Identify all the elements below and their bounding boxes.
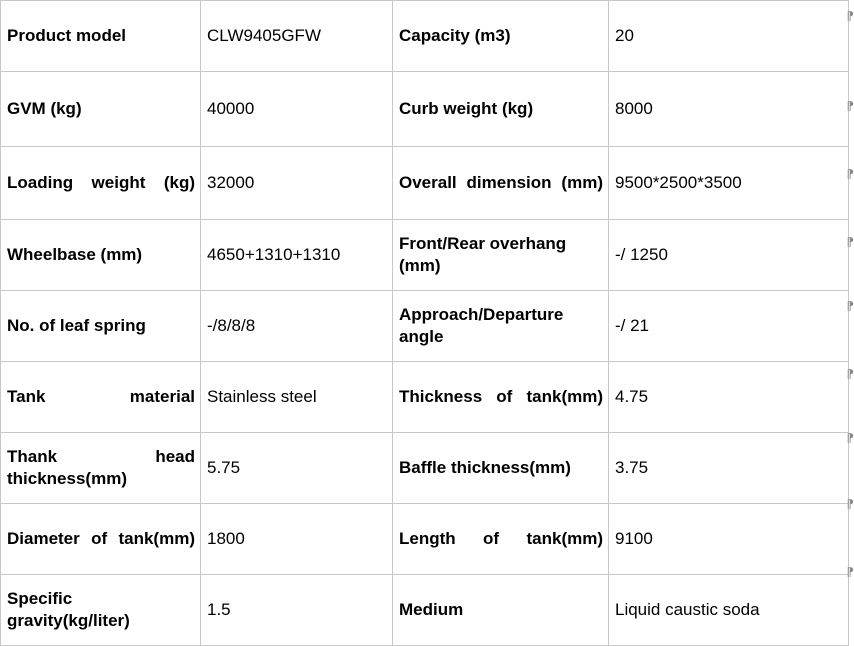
table-row	[1, 72, 849, 147]
cell-label: Approach/Departure angle	[393, 291, 609, 362]
cell-value: 5.75	[201, 433, 393, 504]
cell-label: Diameter of tank(mm)	[1, 504, 201, 575]
cell-value: -/8/8/8	[201, 291, 393, 362]
cell-value: 32000	[201, 147, 393, 220]
cell-label: Product model	[1, 1, 201, 72]
paragraph-mark: ⁋	[846, 367, 854, 381]
cell-label: Overall dimension (mm)	[393, 147, 609, 220]
table-row	[1, 147, 849, 220]
paragraph-mark: ⁋	[846, 99, 854, 113]
paragraph-mark: ⁋	[846, 497, 854, 511]
cell-label: Length of tank(mm)	[393, 504, 609, 575]
cell-value: Liquid caustic soda	[609, 575, 849, 646]
cell-value: 1800	[201, 504, 393, 575]
cell-label: Medium	[393, 575, 609, 646]
cell-label: GVM (kg)	[1, 72, 201, 147]
cell-label: Baffle thickness(mm)	[393, 433, 609, 504]
paragraph-mark: ⁋	[846, 299, 854, 313]
cell-value: 9500*2500*3500	[609, 147, 849, 220]
cell-label: Thank head thickness(mm)	[1, 433, 201, 504]
cell-label: Specific gravity(kg/liter)	[1, 575, 201, 646]
table-row	[1, 433, 849, 504]
cell-value: 3.75	[609, 433, 849, 504]
table-row	[1, 575, 849, 646]
paragraph-mark: ⁋	[846, 235, 854, 249]
cell-value: 9100	[609, 504, 849, 575]
cell-label: Thickness of tank(mm)	[393, 362, 609, 433]
cell-value: 40000	[201, 72, 393, 147]
table-row	[1, 220, 849, 291]
cell-value: 1.5	[201, 575, 393, 646]
cell-value: 4.75	[609, 362, 849, 433]
table-row	[1, 291, 849, 362]
paragraph-mark: ⁋	[846, 9, 854, 23]
cell-value: Stainless steel	[201, 362, 393, 433]
table-row	[1, 362, 849, 433]
cell-label: Capacity (m3)	[393, 1, 609, 72]
cell-value: 8000	[609, 72, 849, 147]
cell-label: Loading weight (kg)	[1, 147, 201, 220]
cell-label: No. of leaf spring	[1, 291, 201, 362]
paragraph-mark: ⁋	[846, 565, 854, 579]
paragraph-mark: ⁋	[846, 431, 854, 445]
cell-label: Wheelbase (mm)	[1, 220, 201, 291]
table-row	[1, 1, 849, 72]
cell-label: Front/Rear overhang (mm)	[393, 220, 609, 291]
cell-label: Tank material	[1, 362, 201, 433]
cell-value: -/ 1250	[609, 220, 849, 291]
table-row	[1, 504, 849, 575]
cell-value: 4650+1310+1310	[201, 220, 393, 291]
paragraph-mark: ⁋	[846, 167, 854, 181]
cell-value: -/ 21	[609, 291, 849, 362]
cell-value: 20	[609, 1, 849, 72]
cell-label: Curb weight (kg)	[393, 72, 609, 147]
cell-value: CLW9405GFW	[201, 1, 393, 72]
